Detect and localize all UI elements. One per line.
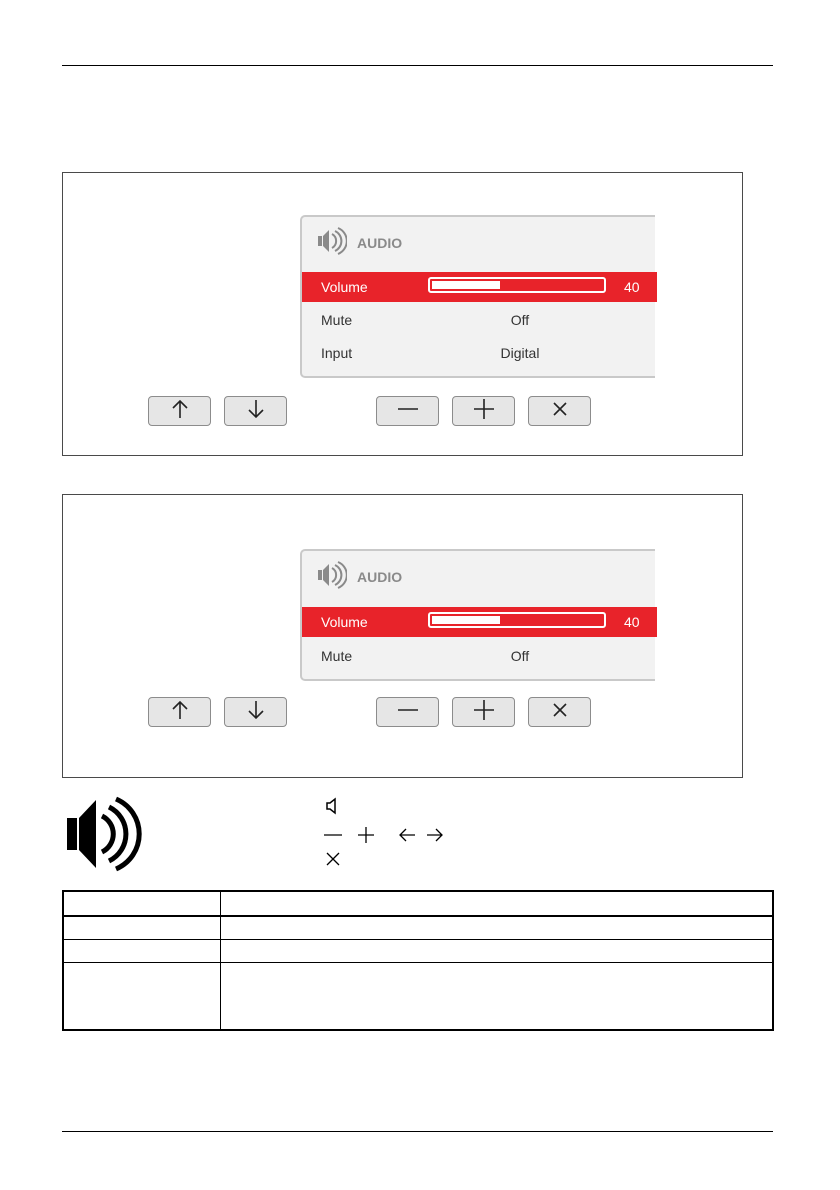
up-button[interactable]	[148, 396, 211, 426]
volume-slider-fill	[432, 616, 500, 624]
osd-row-volume[interactable]	[302, 272, 657, 302]
osd-figure-2	[62, 494, 743, 778]
osd-title: AUDIO	[357, 569, 403, 585]
speaker-outline-icon	[325, 797, 341, 820]
down-button[interactable]	[224, 697, 287, 727]
close-icon	[551, 701, 569, 724]
row-label: Mute	[321, 648, 353, 664]
minus-button[interactable]	[376, 697, 439, 727]
close-icon	[325, 851, 341, 872]
osd-panel	[300, 215, 655, 378]
row-value: Off	[510, 312, 530, 328]
speaker-icon	[317, 561, 347, 594]
minus-icon	[397, 699, 419, 726]
volume-slider[interactable]	[428, 612, 606, 628]
arrow-down-icon	[246, 398, 266, 425]
osd-row-mute[interactable]	[302, 641, 657, 671]
volume-slider[interactable]	[428, 277, 606, 293]
osd-row-input[interactable]	[302, 338, 657, 368]
plus-icon	[473, 699, 495, 726]
close-button[interactable]	[528, 396, 591, 426]
up-button[interactable]	[148, 697, 211, 727]
osd-title: AUDIO	[357, 235, 403, 251]
row-label: Mute	[321, 312, 353, 328]
arrow-right-icon	[426, 827, 444, 848]
row-label: Input	[321, 345, 353, 361]
table-header-row	[64, 892, 772, 917]
minus-icon	[323, 826, 343, 849]
close-button[interactable]	[528, 697, 591, 727]
row-value: Off	[510, 648, 530, 664]
table-row	[64, 940, 772, 963]
volume-slider-fill	[432, 281, 500, 289]
osd-figure-1	[62, 172, 743, 456]
row-label: Volume	[321, 614, 368, 630]
plus-icon	[473, 398, 495, 425]
header-rule	[62, 65, 773, 66]
speaker-icon	[317, 227, 347, 260]
arrow-down-icon	[246, 699, 266, 726]
osd-header	[317, 228, 402, 258]
plus-button[interactable]	[452, 396, 515, 426]
plus-icon	[357, 826, 375, 849]
osd-row-mute[interactable]	[302, 305, 657, 335]
arrow-up-icon	[170, 398, 190, 425]
down-button[interactable]	[224, 396, 287, 426]
osd-panel	[300, 549, 655, 681]
osd-header	[317, 562, 402, 592]
arrow-up-icon	[170, 699, 190, 726]
volume-value: 40	[624, 614, 640, 630]
row-value: Digital	[500, 345, 540, 361]
plus-button[interactable]	[452, 697, 515, 727]
table-column-divider	[220, 892, 221, 1029]
table-row	[64, 917, 772, 940]
row-label: Volume	[321, 279, 368, 295]
volume-value: 40	[624, 279, 640, 295]
minus-button[interactable]	[376, 396, 439, 426]
arrow-left-icon	[398, 827, 416, 848]
footer-rule	[62, 1131, 773, 1132]
close-icon	[551, 400, 569, 423]
settings-table	[62, 890, 774, 1031]
osd-row-volume[interactable]	[302, 607, 657, 637]
minus-icon	[397, 398, 419, 425]
speaker-large-icon	[66, 796, 142, 877]
